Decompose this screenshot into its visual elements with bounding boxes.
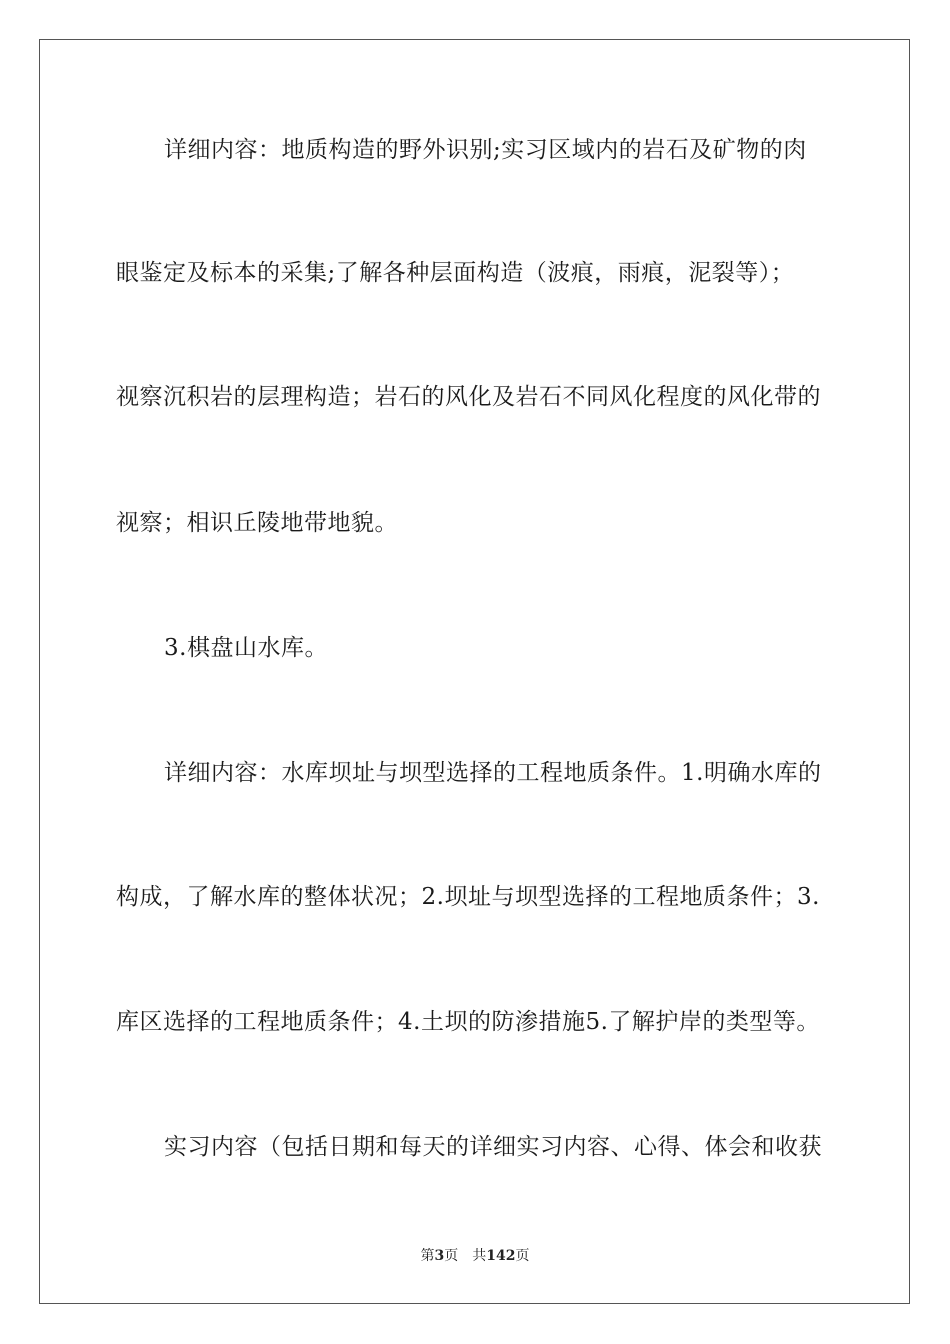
paragraph-line: 眼鉴定及标本的采集;了解各种层面构造（波痕，雨痕，泥裂等）； (116, 260, 795, 286)
total-suffix: 页 (515, 1248, 530, 1264)
page-footer (0, 1246, 950, 1266)
paragraph-line: 实习内容（包括日期和每天的详细实习内容、心得、体会和收获 (164, 1134, 822, 1160)
section-heading: 3.棋盘山水库。 (164, 635, 328, 661)
paragraph-line: 详细内容：地质构造的野外识别;实习区域内的岩石及矿物的肉 (164, 137, 807, 163)
page-suffix: 页 (444, 1248, 459, 1264)
page-border (39, 39, 910, 1304)
paragraph-line: 库区选择的工程地质条件；4.土坝的防渗措施5.了解护岸的类型等。 (116, 1009, 820, 1035)
paragraph-line: 视察沉积岩的层理构造；岩石的风化及岩石不同风化程度的风化带的 (116, 384, 821, 410)
paragraph-line: 详细内容：水库坝址与坝型选择的工程地质条件。1.明确水库的 (164, 760, 822, 786)
total-prefix: 共 (472, 1248, 487, 1264)
page-number: 3 (434, 1248, 445, 1264)
paragraph-line: 视察；相识丘陵地带地貌。 (116, 510, 398, 536)
page-prefix: 第 (420, 1248, 435, 1264)
total-pages: 142 (486, 1248, 516, 1264)
paragraph-line: 构成，了解水库的整体状况；2.坝址与坝型选择的工程地质条件；3. (116, 884, 820, 910)
